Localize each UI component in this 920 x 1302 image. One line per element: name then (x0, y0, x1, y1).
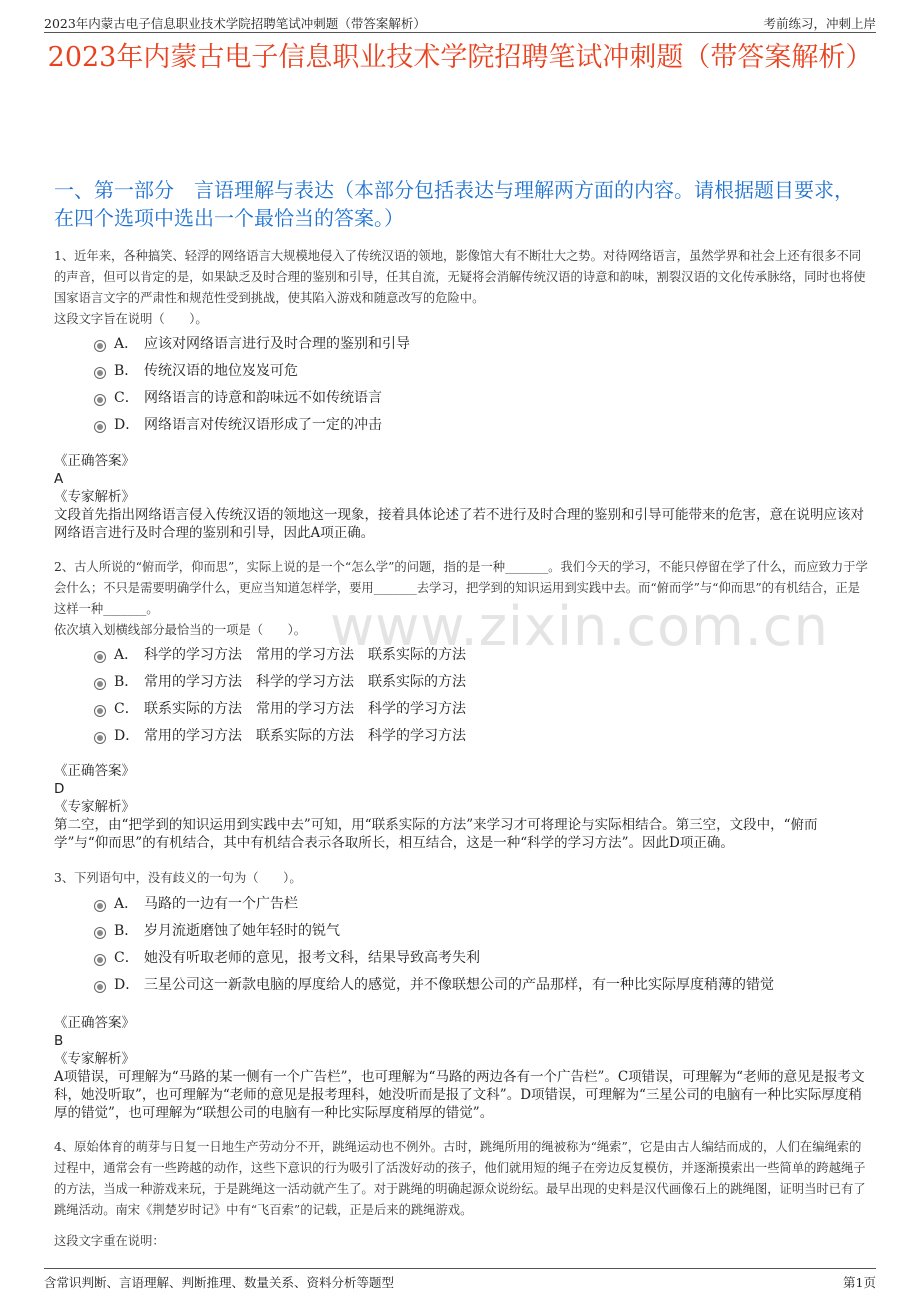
option-b[interactable] (54, 669, 870, 696)
option-text: 联系实际的方法 常用的学习方法 科学的学习方法 (144, 701, 466, 717)
option-text: 常用的学习方法 联系实际的方法 科学的学习方法 (144, 728, 466, 744)
question-stem: 2、古人所说的“俯而学，仰而思”，实际上说的是一个“怎么学”的问题，指的是一种_______。我们今天的学习，不能只停留在学了什么，而应致力于学会什么；不只是需要明确学什么，更应当知道怎样学，要用_______去学习，把学到的知识运用到实践中去。而“俯而学”与“仰而思”的有机结合，正是这样一种_______。 (54, 560, 868, 616)
radio-icon[interactable] (94, 678, 106, 690)
radio-icon[interactable] (94, 927, 106, 939)
radio-icon[interactable] (94, 732, 106, 744)
option-d[interactable] (54, 972, 870, 999)
option-letter: D． (114, 417, 140, 433)
option-d[interactable] (54, 723, 870, 750)
question-prompt: 这段文字重在说明： (54, 1234, 165, 1248)
radio-icon[interactable] (94, 651, 106, 663)
question-stem: 3、下列语句中，没有歧义的一句为（ ）。 (54, 871, 302, 885)
footer-note: 含常识判断、言语理解、判断推理、数量关系、资料分析等题型 (44, 1275, 395, 1290)
page-footer (44, 1268, 876, 1291)
option-d[interactable] (54, 412, 870, 439)
option-a[interactable] (54, 642, 870, 669)
option-text: 应该对网络语言进行及时合理的鉴别和引导 (144, 336, 410, 352)
radio-icon[interactable] (94, 421, 106, 433)
option-letter: A． (114, 647, 139, 663)
radio-icon[interactable] (94, 394, 106, 406)
document-title: 2023年内蒙古电子信息职业技术学院招聘笔试冲刺题（带答案解析） (47, 42, 873, 73)
option-text: 科学的学习方法 常用的学习方法 联系实际的方法 (144, 647, 466, 663)
question-stem: 1、近年来，各种搞笑、轻浮的网络语言大规模地侵入了传统汉语的领地，影像馆大有不断壮大之势。对待网络语言，虽然学界和社会上还有很多不同的声音，但可以肯定的是，如果缺乏及时合理的鉴别和引导，任其自流，无疑将会消解传统汉语的诗意和韵味，割裂汉语的文化传承脉络，同时也将使国家语言文字的严肃性和规范性受到挑战，使其陷入游戏和随意改写的危险中。 (54, 249, 866, 305)
page-number: 第1页 (843, 1275, 876, 1290)
option-text: 三星公司这一新款电脑的厚度给人的感觉，并不像联想公司的产品那样，有一种比实际厚度稍薄的错觉 (144, 977, 774, 993)
option-list (54, 642, 870, 750)
option-letter: C． (114, 390, 139, 406)
option-letter: D． (114, 977, 140, 993)
option-text: 马路的一边有一个广告栏 (144, 896, 298, 912)
option-list (54, 331, 870, 439)
header-title: 2023年内蒙古电子信息职业技术学院招聘笔试冲刺题（带答案解析） (44, 16, 426, 31)
option-letter: A． (114, 896, 139, 912)
answer-value: B (54, 1033, 64, 1049)
option-letter: B． (114, 363, 139, 379)
section-heading: 一、第一部分 言语理解与表达（本部分包括表达与理解两方面的内容。请根据题目要求，在四个选项中选出一个最恰当的答案。） (54, 178, 854, 230)
option-text: 她没有听取老师的意见，报考文科，结果导致高考失利 (144, 950, 480, 966)
radio-icon[interactable] (94, 954, 106, 966)
option-list (54, 891, 870, 999)
answer-block-3 (54, 1014, 870, 1122)
explain-label: 《专家解析》 (54, 799, 135, 815)
radio-icon[interactable] (94, 340, 106, 352)
explain-label: 《专家解析》 (54, 489, 135, 505)
option-letter: C． (114, 950, 139, 966)
option-c[interactable] (54, 385, 870, 412)
explain-label: 《专家解析》 (54, 1051, 135, 1067)
header-slogan: 考前练习，冲刺上岸 (763, 16, 876, 31)
option-a[interactable] (54, 331, 870, 358)
option-text: 网络语言对传统汉语形成了一定的冲击 (144, 417, 382, 433)
radio-icon[interactable] (94, 900, 106, 912)
option-letter: D． (114, 728, 140, 744)
answer-label: 《正确答案》 (54, 1015, 135, 1031)
option-letter: B． (114, 674, 139, 690)
question-2 (54, 557, 870, 750)
question-prompt: 这段文字旨在说明（ ）。 (54, 312, 208, 326)
explain-text: A项错误，可理解为“马路的某一侧有一个广告栏”，也可理解为“马路的两边各有一个广告栏”。C项错误，可理解为“老师的意见是报考文科，她没听取”，也可理解为“老师的意见是报考理科，她没听而是报了文科”。D项错误，可理解为“三星公司的电脑有一种比实际厚度稍厚的错觉”，也可理解为“联想公司的电脑有一种比实际厚度稍厚的错觉”。 (54, 1069, 865, 1121)
question-3 (54, 868, 870, 999)
radio-icon[interactable] (94, 705, 106, 717)
answer-value: A (54, 471, 64, 487)
answer-block-1 (54, 452, 870, 542)
answer-label: 《正确答案》 (54, 763, 135, 779)
answer-label: 《正确答案》 (54, 453, 135, 469)
option-c[interactable] (54, 945, 870, 972)
answer-value: D (54, 781, 65, 797)
question-prompt: 依次填入划横线部分最恰当的一项是（ ）。 (54, 623, 307, 637)
option-text: 网络语言的诗意和韵味远不如传统语言 (144, 390, 382, 406)
question-1 (54, 246, 870, 439)
option-letter: C． (114, 701, 139, 717)
option-text: 传统汉语的地位岌岌可危 (144, 363, 298, 379)
option-text: 常用的学习方法 科学的学习方法 联系实际的方法 (144, 674, 466, 690)
watermark: www.zixin.com.cn (330, 595, 829, 658)
option-letter: A． (114, 336, 139, 352)
option-c[interactable] (54, 696, 870, 723)
answer-block-2 (54, 762, 870, 852)
page-header (44, 12, 876, 33)
explain-text: 文段首先指出网络语言侵入传统汉语的领地这一现象，接着具体论述了若不进行及时合理的鉴别和引导可能带来的危害，意在说明应该对网络语言进行及时合理的鉴别和引导，因此A项正确。 (54, 507, 864, 541)
radio-icon[interactable] (94, 367, 106, 379)
radio-icon[interactable] (94, 981, 106, 993)
option-letter: B． (114, 923, 139, 939)
option-a[interactable] (54, 891, 870, 918)
option-b[interactable] (54, 358, 870, 385)
question-4 (54, 1137, 870, 1251)
option-b[interactable] (54, 918, 870, 945)
question-stem: 4、原始体育的萌芽与日复一日地生产劳动分不开，跳绳运动也不例外。古时，跳绳所用的绳被称为“绳索”，它是由古人编结而成的，人们在编绳索的过程中，通常会有一些跨越的动作，这些下意识的行为吸引了活泼好动的孩子，他们就用短的绳子在旁边反复模仿，并逐渐摸索出一些简单的跨越绳子的方法，当成一种游戏来玩，于是跳绳这一活动就产生了。对于跳绳的明确起源众说纷纭。最早出现的史料是汉代画像石上的跳绳图，证明当时已有了跳绳活动。南宋《荆楚岁时记》中有“飞百索”的记载，正是后来的跳绳游戏。 (54, 1140, 866, 1217)
option-text: 岁月流逝磨蚀了她年轻时的锐气 (144, 923, 340, 939)
explain-text: 第二空，由“把学到的知识运用到实践中去”可知，用“联系实际的方法”来学习才可将理论与实际相结合。第三空，文段中，“俯而学”与“仰而思”的有机结合，其中有机结合表示各取所长，相互结合，这是一种“科学的学习方法”。因此D项正确。 (54, 817, 818, 851)
